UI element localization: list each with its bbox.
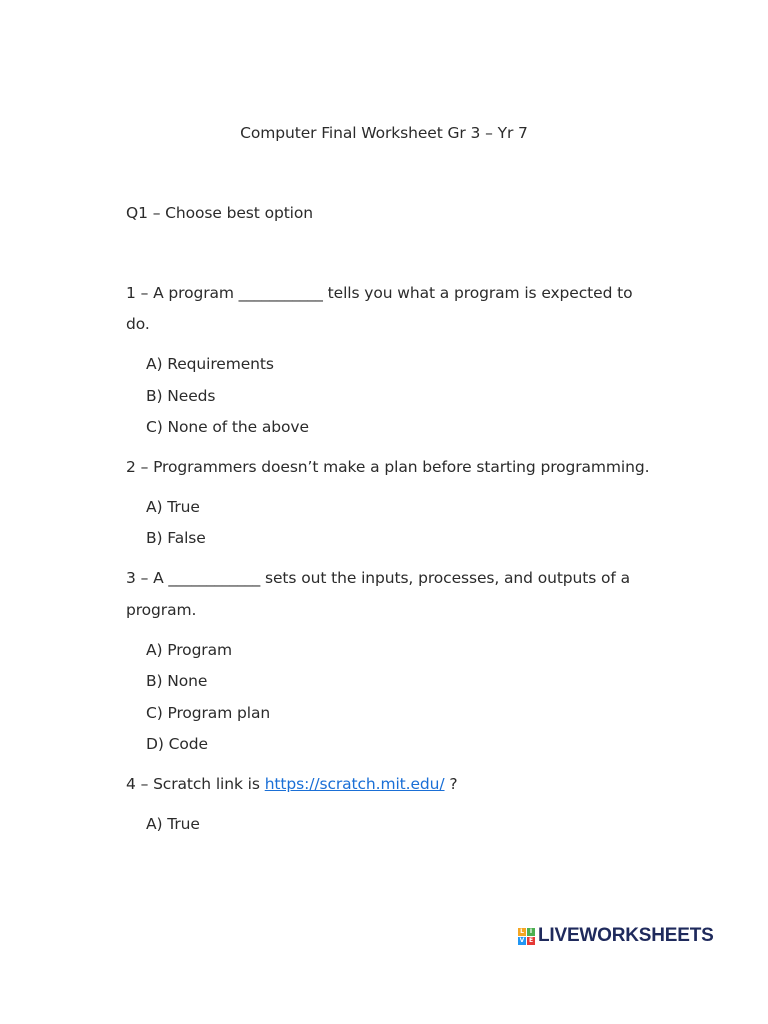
q4-option-a[interactable]: A) True: [146, 815, 200, 833]
question-4-suffix: ?: [444, 775, 458, 793]
question-3-text-cont: program.: [126, 601, 197, 619]
q3-option-a[interactable]: A) Program: [146, 641, 232, 659]
q1-option-c[interactable]: C) None of the above: [146, 418, 309, 436]
liveworksheets-logo-icon: [518, 928, 535, 945]
question-2-text: 2 – Programmers doesn’t make a plan before starting programming.: [126, 458, 650, 476]
logo-tile-v: V: [519, 936, 525, 944]
q3-option-c[interactable]: C) Program plan: [146, 704, 271, 722]
logo-tile-l: L: [518, 928, 526, 936]
brand-name: LIVEWORKSHEETS: [538, 925, 714, 946]
question-4-text: [126, 774, 457, 794]
question-4-prefix: 4 – Scratch link is: [126, 775, 265, 793]
scratch-link[interactable]: https://scratch.mit.edu/: [264, 775, 445, 793]
q1-option-b[interactable]: B) Needs: [146, 387, 216, 405]
question-1-text: 1 – A program ___________ tells you what a program is expected to: [126, 284, 633, 302]
page-title: Computer Final Worksheet Gr 3 – Yr 7: [240, 124, 528, 142]
q2-option-b[interactable]: B) False: [146, 529, 206, 547]
logo-tile-e: E: [528, 936, 534, 944]
q2-option-a[interactable]: A) True: [146, 498, 200, 516]
question-1-text-cont: do.: [126, 315, 150, 333]
q3-option-d[interactable]: D) Code: [146, 735, 208, 753]
q3-option-b[interactable]: B) None: [146, 672, 208, 690]
q1-option-a[interactable]: A) Requirements: [146, 355, 274, 373]
question-3-text: 3 – A ____________ sets out the inputs, processes, and outputs of a: [126, 569, 630, 587]
logo-tile-i: I: [527, 928, 535, 936]
liveworksheets-logo: [518, 925, 714, 947]
section-heading: Q1 – Choose best option: [126, 204, 313, 222]
